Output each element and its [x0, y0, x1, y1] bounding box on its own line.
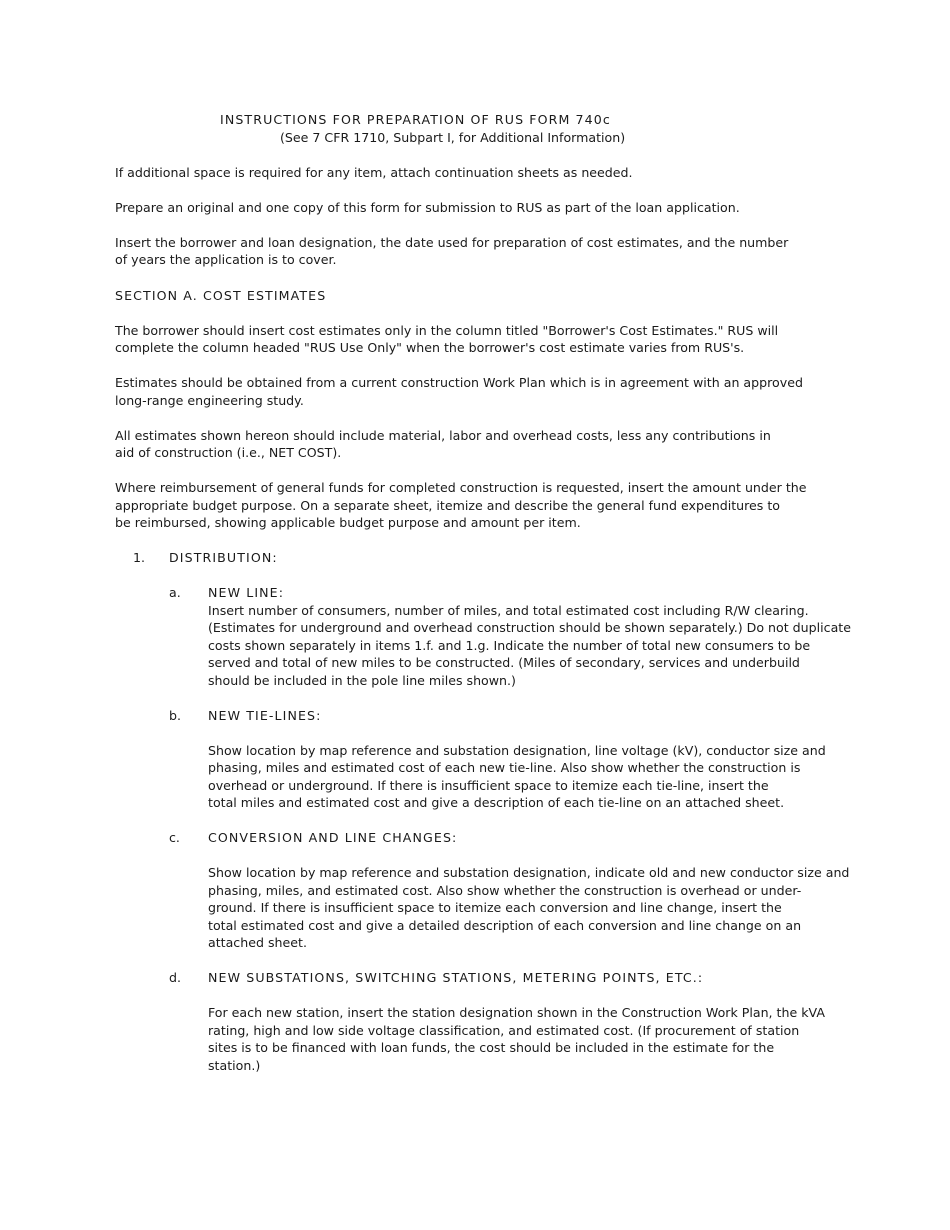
section-a-heading: SECTION A. COST ESTIMATES — [115, 288, 327, 303]
intro-paragraph-3-line: of years the application is to cover. — [115, 252, 337, 267]
subitem-text-line: ground. If there is insufficient space to itemize each conversion and line change, insert the — [208, 900, 782, 915]
section-a-paragraph-1-line: complete the column headed "RUS Use Only" when the borrower's cost estimate varies from RUS's. — [115, 340, 745, 355]
section-a-paragraph-4-line: be reimbursed, showing applicable budget purpose and amount per item. — [115, 515, 581, 530]
subitem-text-line: phasing, miles, and estimated cost. Also show whether the construction is overhead or under- — [208, 883, 802, 898]
subitem-text-line: Show location by map reference and substation designation, line voltage (kV), conductor size and — [208, 743, 826, 758]
subitem-letter: c. — [169, 830, 180, 845]
subitem-letter: a. — [169, 585, 181, 600]
subitem-text-line: overhead or underground. If there is insufficient space to itemize each tie-line, insert the — [208, 778, 769, 793]
subitem-text-line: total estimated cost and give a detailed description of each conversion and line change on an — [208, 918, 802, 933]
subitem-letter: b. — [169, 708, 181, 723]
subitem-title: CONVERSION AND LINE CHANGES: — [208, 830, 458, 845]
subitem-text-line: attached sheet. — [208, 935, 307, 950]
item-number: 1. — [133, 550, 146, 565]
intro-paragraph-2: Prepare an original and one copy of this form for submission to RUS as part of the loan application. — [115, 200, 740, 215]
subitem-title: NEW LINE: — [208, 585, 285, 600]
subitem-title: NEW SUBSTATIONS, SWITCHING STATIONS, METERING POINTS, ETC.: — [208, 970, 704, 985]
subitem-text-line: phasing, miles and estimated cost of each new tie-line. Also show whether the construction is — [208, 760, 801, 775]
subitem-text-line: Insert number of consumers, number of miles, and total estimated cost including R/W clearing. — [208, 603, 809, 618]
subitem-text-line: For each new station, insert the station designation shown in the Construction Work Plan, the kVA — [208, 1005, 825, 1020]
subitem-title: NEW TIE-LINES: — [208, 708, 322, 723]
subitem-text-line: costs shown separately in items 1.f. and 1.g. Indicate the number of total new consumers to be — [208, 638, 811, 653]
section-a-paragraph-2-line: Estimates should be obtained from a current construction Work Plan which is in agreement with an approved — [115, 375, 803, 390]
section-a-paragraph-1-line: The borrower should insert cost estimates only in the column titled "Borrower's Cost Estimates." RUS will — [115, 323, 779, 338]
subitem-text-line: should be included in the pole line miles shown.) — [208, 673, 516, 688]
subitem-text-line: sites is to be financed with loan funds, the cost should be included in the estimate for the — [208, 1040, 775, 1055]
section-a-paragraph-2-line: long-range engineering study. — [115, 393, 304, 408]
item-title: DISTRIBUTION: — [169, 550, 278, 565]
subitem-text-line: Show location by map reference and substation designation, indicate old and new conductor size and — [208, 865, 850, 880]
intro-paragraph-3-line: Insert the borrower and loan designation, the date used for preparation of cost estimates, and the number — [115, 235, 789, 250]
intro-paragraph-1: If additional space is required for any item, attach continuation sheets as needed. — [115, 165, 633, 180]
subitem-text-line: served and total of new miles to be constructed. (Miles of secondary, services and underbuild — [208, 655, 800, 670]
subitem-text-line: station.) — [208, 1058, 261, 1073]
section-a-paragraph-4-line: appropriate budget purpose. On a separate sheet, itemize and describe the general fund expenditures to — [115, 498, 780, 513]
subitem-text-line: total miles and estimated cost and give a description of each tie-line on an attached sheet. — [208, 795, 785, 810]
document-title: INSTRUCTIONS FOR PREPARATION OF RUS FORM 740c — [220, 112, 611, 127]
section-a-paragraph-4-line: Where reimbursement of general funds for completed construction is requested, insert the amount under the — [115, 480, 807, 495]
document-subtitle: (See 7 CFR 1710, Subpart I, for Additional Information) — [280, 130, 626, 145]
section-a-paragraph-3-line: aid of construction (i.e., NET COST). — [115, 445, 342, 460]
subitem-text-line: (Estimates for underground and overhead construction should be shown separately.) Do not duplicate — [208, 620, 851, 635]
subitem-text-line: rating, high and low side voltage classification, and estimated cost. (If procurement of station — [208, 1023, 800, 1038]
subitem-letter: d. — [169, 970, 181, 985]
section-a-paragraph-3-line: All estimates shown hereon should include material, labor and overhead costs, less any contributions in — [115, 428, 771, 443]
